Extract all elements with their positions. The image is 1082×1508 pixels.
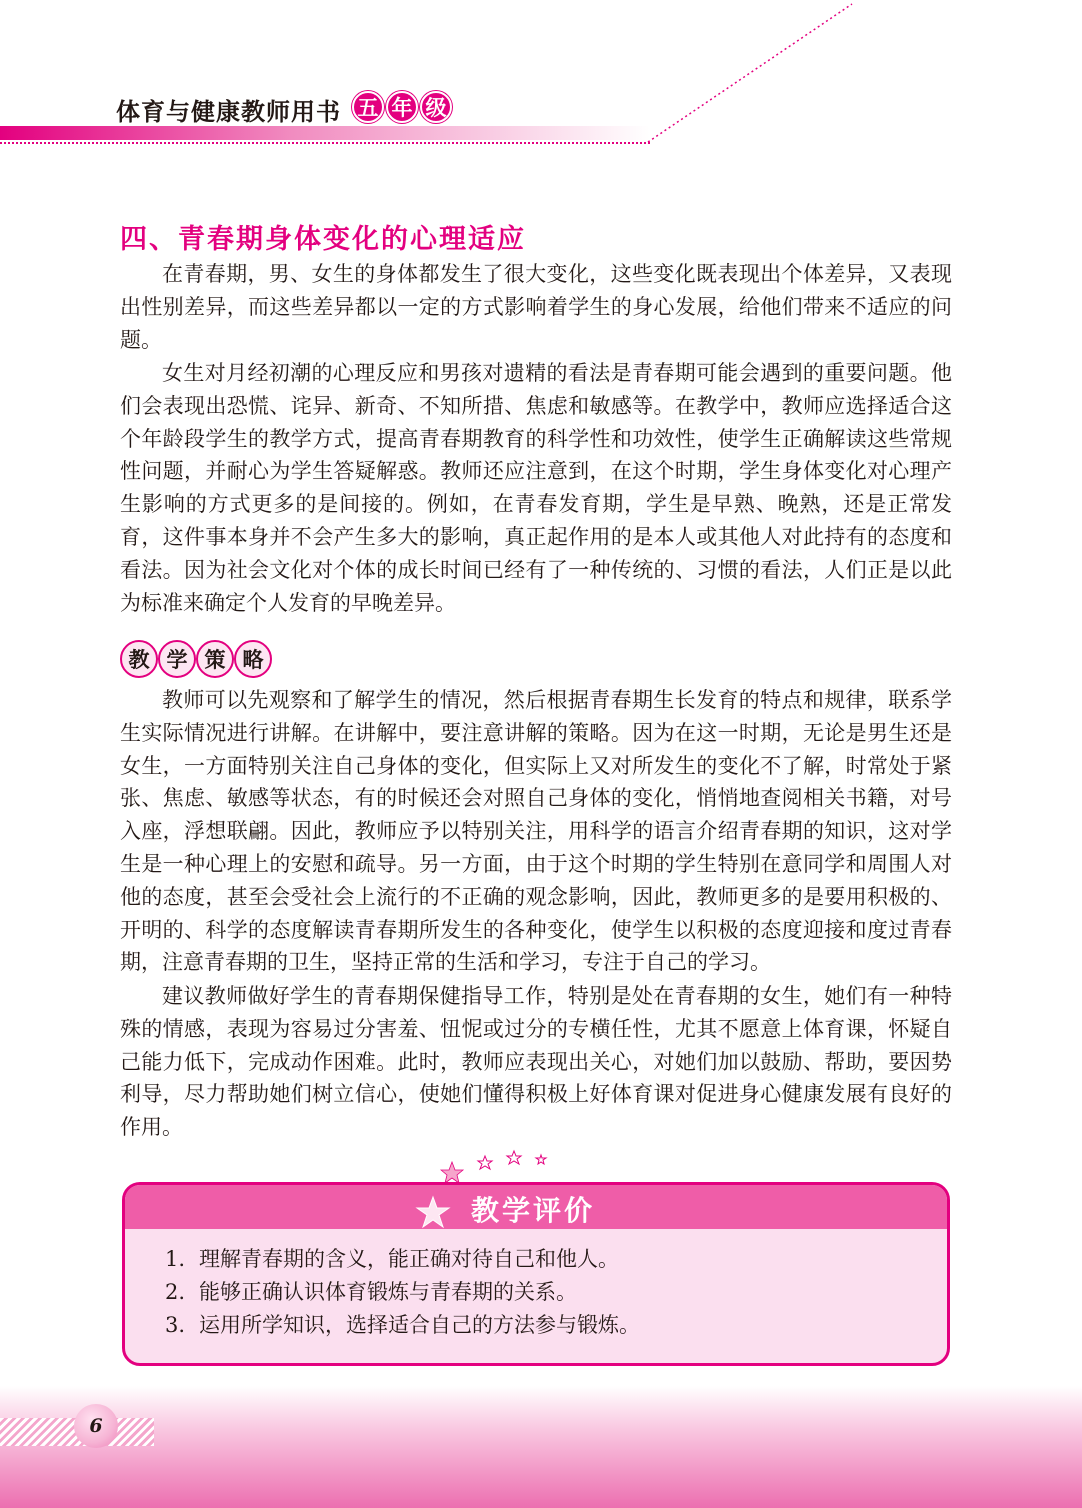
body-paragraph: 在青春期，男、女生的身体都发生了很大变化，这些变化既表现出个体差异，又表现出性别差异，而这些差异都以一定的方式影响着学生的身心发展，给他们带来不适应的问题。 [120, 262, 952, 352]
item-text: 能够正确认识体育锻炼与青春期的关系。 [199, 1280, 577, 1304]
grade-char: 级 [420, 91, 452, 123]
strategy-char: 教 [120, 640, 158, 678]
evaluation-box [122, 1182, 950, 1366]
list-item [165, 1243, 640, 1276]
item-text: 理解青春期的含义，能正确对待自己和他人。 [199, 1247, 619, 1271]
evaluation-title: 教学评价 [471, 1194, 596, 1227]
strategy-char: 策 [196, 640, 234, 678]
footer-band [0, 1386, 1082, 1508]
star-icon [536, 1155, 546, 1164]
star-icon [507, 1151, 521, 1164]
body-paragraph: 教师可以先观察和了解学生的情况，然后根据青春期生长发育的特点和规律，联系学生实际情况进行讲解。在讲解中，要注意讲解的策略。因为在这一时期，无论是男生还是女生，一方面特别关注自己身体的变化，但实际上又对所发生的变化不了解，时常处于紧张、焦虑、敏感等状态，有的时候还会对照自己身体的变化，悄悄地查阅相关书籍，对号入座，浮想联翩。因此，教师应予以特别关注，用科学的语言介绍青春期的知识，这对学生是一种心理上的安慰和疏导。另一方面，由于这个时期的学生特别在意同学和周围人对他的态度，甚至会受社会上流行的不正确的观念影响，因此，教师更多的是要用积极的、开明的、科学的态度解读青春期所发生的各种变化，使学生以积极的态度迎接和度过青春期，注意青春期的卫生，坚持正常的生活和学习，专注于自己的学习。 [120, 688, 952, 975]
item-number: 2. [165, 1280, 186, 1304]
list-item [165, 1276, 640, 1309]
star-icon [478, 1156, 492, 1169]
grade-badge [352, 91, 452, 123]
body-paragraph: 建议教师做好学生的青春期保健指导工作，特别是处在青春期的女生，她们有一种特殊的情感，表现为容易过分害羞、忸怩或过分的专横任性，尤其不愿意上体育课，怀疑自己能力低下，完成动作困难。此时，教师应表现出关心，对她们加以鼓励、帮助，要因势利导，尽力帮助她们树立信心，使她们懂得积极上好体育课对促进身心健康发展有良好的作用。 [120, 984, 952, 1140]
item-number: 3. [165, 1313, 186, 1337]
list-item [165, 1309, 640, 1342]
body-paragraph: 女生对月经初潮的心理反应和男孩对遗精的看法是青春期可能会遇到的重要问题。他们会表现出恐慌、诧异、新奇、不知所措、焦虑和敏感等。在教学中，教师应选择适合这个年龄段学生的教学方式，提高青春期教育的科学性和功效性，使学生正确解读这些常规性问题，并耐心为学生答疑解惑。教师还应注意到，在这个时期，学生身体变化对心理产生影响的方式更多的是间接的。例如，在青春发育期，学生是早熟、晚熟，还是正常发育，这件事本身并不会产生多大的影响，真正起作用的是本人或其他人对此持有的态度和看法。因为社会文化对个体的成长时间已经有了一种传统的、习惯的看法，人们正是以此为标准来确定个人发育的早晚差异。 [120, 361, 952, 615]
strategy-char: 学 [158, 640, 196, 678]
grade-char: 五 [352, 91, 384, 123]
section-title: 四、青春期身体变化的心理适应 [120, 224, 526, 255]
strategy-char: 略 [234, 640, 272, 678]
star-icon [441, 1162, 463, 1183]
header-bar [0, 126, 650, 140]
page-number: 6 [74, 1404, 118, 1448]
header-dotted-rule [0, 142, 650, 144]
item-text: 运用所学知识，选择适合自己的方法参与锻炼。 [199, 1313, 640, 1337]
star-icon [415, 1195, 451, 1231]
item-number: 1. [165, 1247, 186, 1271]
grade-char: 年 [386, 91, 418, 123]
strategy-heading [120, 640, 272, 678]
book-title: 体育与健康教师用书 [116, 97, 341, 126]
evaluation-list [165, 1243, 640, 1342]
